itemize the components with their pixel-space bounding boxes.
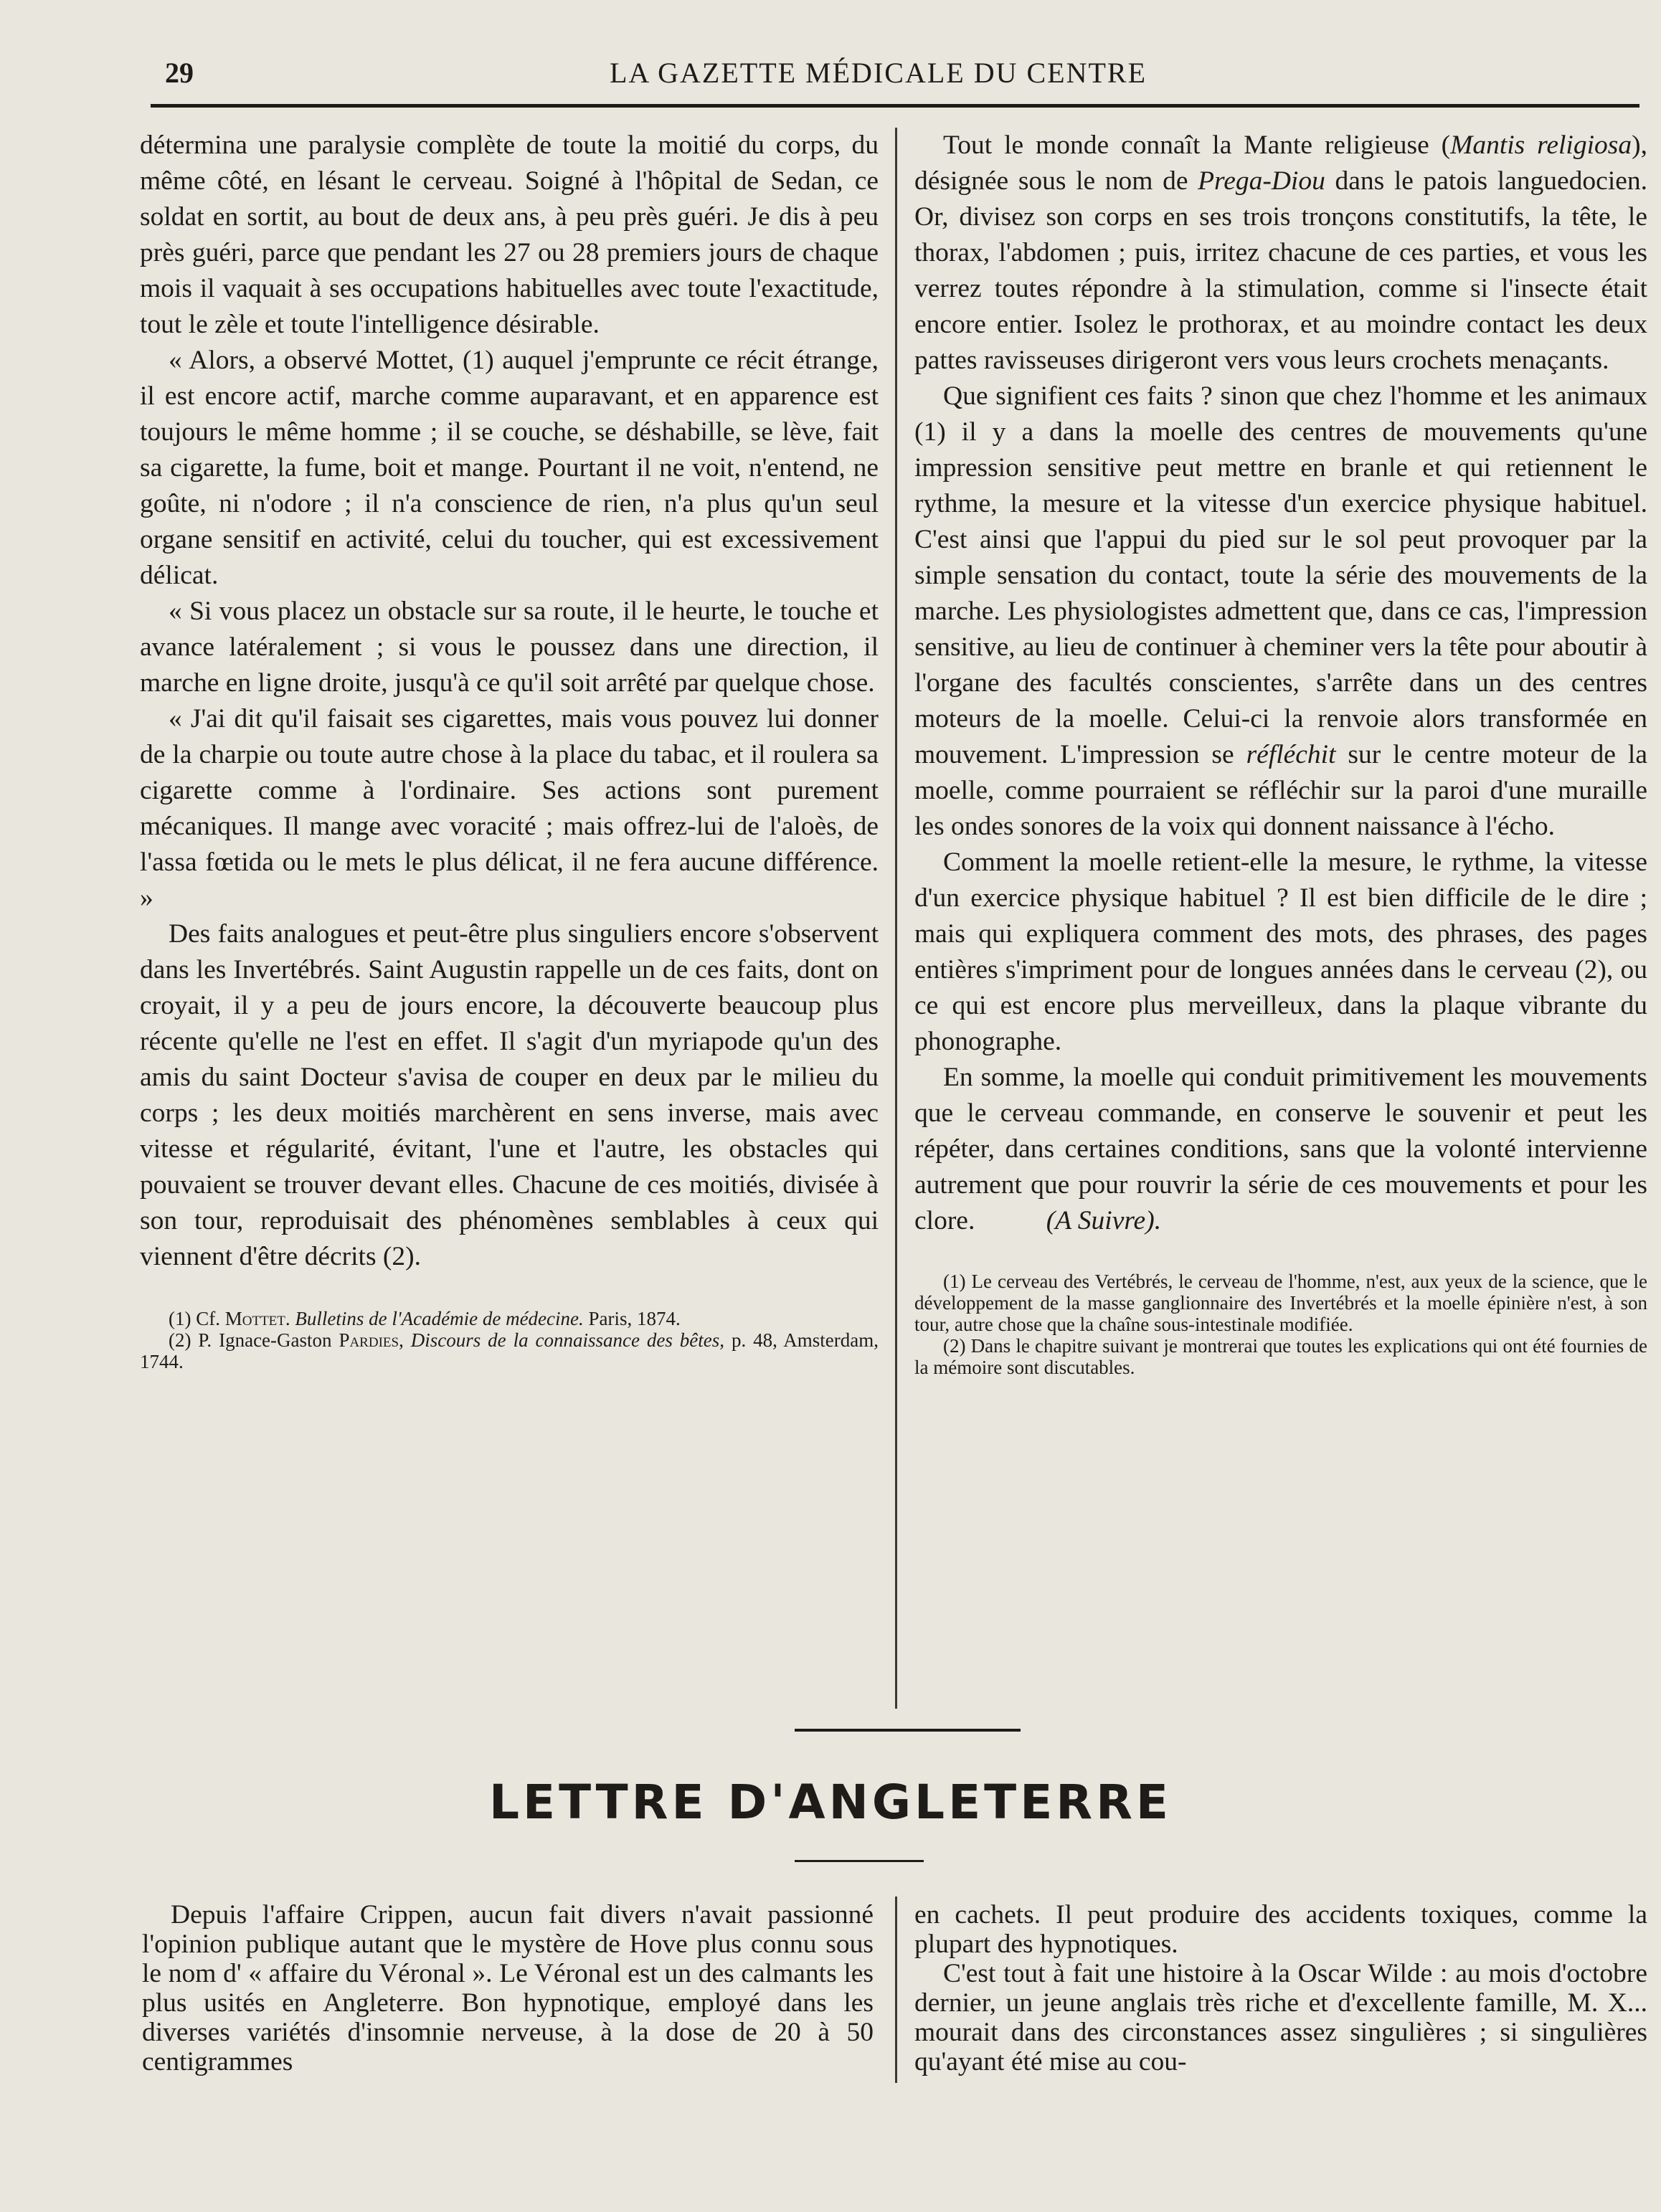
lettre-right-paragraph-1: en cachets. Il peut produire des accidents toxiques, comme la plupart des hypnotiques. (914, 1900, 1647, 1959)
left-paragraph-4: « J'ai dit qu'il faisait ses cigarettes, mais vous pouvez lui donner de la charpie ou toute autre chose à la place du tabac, et il roulera sa cigarette comme à l'ordinaire. Ses actions sont purement mécaniques. Il mange avec voracité ; mais offrez-lui de l'aloès, de l'assa fœtida ou le mets le plus délicat, il ne fera aucune différence. » (140, 704, 879, 913)
header-rule (151, 104, 1639, 108)
column-separator (895, 128, 897, 1709)
footnote-2-title: Discours de la connaissance des bêtes, (410, 1329, 725, 1351)
left-footnotes (140, 1308, 879, 1372)
footnote-2-rest: p. 48, Amsterdam, 1744. (140, 1329, 879, 1372)
right-p2-text-a: Que signifient ces faits ? sinon que chez l'homme et les animaux (1) il y a dans la moelle des centres de mouvements qu'une impression sensitive peut mettre en branle et qui retiennent le rythme, la mesure et la vitesse d'un exercice physique habituel. C'est ainsi que l'appui du pied sur le sol peut provoquer par la simple sensation du contact, toute la série des mouvements de la marche. Les physiologistes admettent que, dans ce cas, l'impression sensitive, au lieu de continuer à cheminer vers la tête pour aboutir à l'organe des facultés conscientes, s'arrête dans un des centres moteurs de la moelle. Celui-ci la renvoie alors transformée en mouvement. L'impression se (914, 381, 1647, 769)
footnote-1-rest: Paris, 1874. (588, 1308, 681, 1329)
footnote-2 (140, 1329, 879, 1372)
lettre-left-paragraph-1: Depuis l'affaire Crippen, aucun fait divers n'avait passionné l'opinion publique autant que le mystère de Hove plus connu sous le nom d' « affaire du Véronal ». Le Véronal est un des calmants les plus usités en Angleterre. Bon hypnotique, employé dans les diverses variétés d'insomnie nerveuse, à la dose de 20 à 50 centigrammes (142, 1900, 874, 2076)
section-rule-top (795, 1729, 1021, 1732)
left-paragraph-5: Des faits analogues et peut-être plus singuliers encore s'observent dans les Invertébrés. Saint Augustin rappelle un de ces faits, dont on croyait, il y a peu de jours encore, la découverte beaucoup plus récente qu'elle ne l'est en effet. Il s'agit d'un myriapode qu'un des amis du saint Docteur s'avisa de couper en deux par le milieu du corps ; les deux moitiés marchèrent en sens inverse, mais avec vitesse et régularité, évitant, l'une et l'autre, les obstacles qui pouvaient se trouver devant elles. Chacune de ces moitiés, divisée à son tour, reproduisait des phénomènes semblables à ceux qui viennent d'être décrits (2). (140, 919, 879, 1271)
right-footnotes (914, 1271, 1647, 1378)
right-paragraph-4 (914, 1060, 1647, 1239)
section-title: LETTRE D'ANGLETERRE (488, 1775, 1173, 1830)
left-column (140, 128, 879, 1372)
right-paragraph-2 (914, 379, 1647, 845)
lettre-left-column (142, 1900, 874, 2076)
footnote-1-title: Bulletins de l'Académie de médecine. (295, 1308, 584, 1329)
reflechit-word: réfléchit (1246, 740, 1336, 769)
right-p2-text-b: sur le centre moteur de la moelle, comme pourraient se réfléchir sur la paroi d'une muraille les ondes sonores de la voix qui donnent naissance à l'écho. (914, 740, 1647, 841)
right-p1-text-a: Tout le monde connaît la Mante religieuse ( (943, 130, 1451, 160)
right-p1-text-b: ), désignée sous le nom de (914, 130, 1647, 196)
left-paragraph-2: « Alors, a observé Mottet, (1) auquel j'emprunte ce récit étrange, il est encore actif, marche comme auparavant, et en apparence est toujours le même homme ; il se couche, se déshabille, se lève, fait sa cigarette, la fume, boit et mange. Pourtant il ne voit, n'entend, ne goûte, ni n'odore ; il n'a conscience de rien, n'a plus qu'un seul organe sensitif en activité, celui du toucher, qui est excessivement délicat. (140, 346, 879, 590)
lettre-right-column (914, 1900, 1647, 2076)
to-be-continued: (A Suivre). (1046, 1206, 1162, 1235)
lettre-column-separator (895, 1897, 897, 2083)
right-column (914, 128, 1647, 1378)
right-footnote-1: (1) Le cerveau des Vertébrés, le cerveau de l'homme, n'est, aux yeux de la science, que le développement de la masse ganglionnaire des Invertébrés et la moelle épinière n'est, à son tour, autre chose que la chaîne sous-intestinale modifiée. (914, 1271, 1647, 1335)
footnote-2-number: (2) P. Ignace-Gaston (169, 1329, 332, 1351)
page-number: 29 (165, 57, 194, 89)
footnote-1 (140, 1308, 879, 1329)
journal-title: LA GAZETTE MÉDICALE DU CENTRE (610, 57, 1147, 89)
lettre-right-paragraph-2: C'est tout à fait une histoire à la Oscar Wilde : au mois d'octobre dernier, un jeune anglais très riche et d'excellente famille, M. X... mourait dans des circonstances assez singulières ; si singulières qu'ayant été mise au cou- (914, 1959, 1647, 2076)
left-paragraph-1: détermina une paralysie complète de toute la moitié du corps, du même côté, en lésant le cerveau. Soigné à l'hôpital de Sedan, ce soldat en sortit, au bout de deux ans, à peu près guéri. Je dis à peu près guéri, parce que pendant les 27 ou 28 premiers jours de chaque mois il vaquait à ses occupations habituelles avec toute l'exactitude, tout le zèle et toute l'intelligence désirable. (140, 130, 879, 339)
section-rule-bottom (795, 1860, 924, 1862)
right-paragraph-3: Comment la moelle retient-elle la mesure, le rythme, la vitesse d'un exercice physique habituel ? Il est bien difficile de le dire ; mais qui expliquera comment des mots, des phrases, des pages entières s'impriment pour de longues années dans le cerveau (2), ou ce qui est encore plus merveilleux, dans la plaque vibrante du phonographe. (914, 848, 1647, 1056)
right-footnote-2: (2) Dans le chapitre suivant je montrerai que toutes les explications qui ont été fournies de la mémoire sont discutables. (914, 1335, 1647, 1378)
footnote-2-author: Pardies, (339, 1329, 404, 1351)
footnote-1-number: (1) Cf. (169, 1308, 220, 1329)
footnote-1-author: Mottet. (224, 1308, 290, 1329)
patois-name: Prega-Diou (1198, 166, 1325, 196)
page-header (151, 50, 1661, 99)
right-p1-text-c: dans le patois languedocien. Or, divisez son corps en ses trois tronçons constitutifs, la tête, le thorax, l'abdomen ; puis, irritez chacune de ces parties, et vous les verrez toutes répondre à la stimulation, comme si l'insecte était encore entier. Isolez le prothorax, et au moindre contact les deux pattes ravisseuses dirigeront vers vous leurs crochets menaçants. (914, 166, 1648, 375)
right-paragraph-1 (914, 128, 1647, 379)
latin-name: Mantis religiosa (1450, 130, 1632, 160)
left-paragraph-3: « Si vous placez un obstacle sur sa route, il le heurte, le touche et avance latéralement ; si vous le poussez dans une direction, il marche en ligne droite, jusqu'à ce qu'il soit arrêté par quelque chose. (140, 597, 879, 698)
right-p4-text: En somme, la moelle qui conduit primitivement les mouvements que le cerveau commande, en conserve le souvenir et peut les répéter, dans certaines conditions, sans que la volonté intervienne autrement que pour rouvrir la série de ces mouvements et pour les clore. (914, 1063, 1647, 1235)
